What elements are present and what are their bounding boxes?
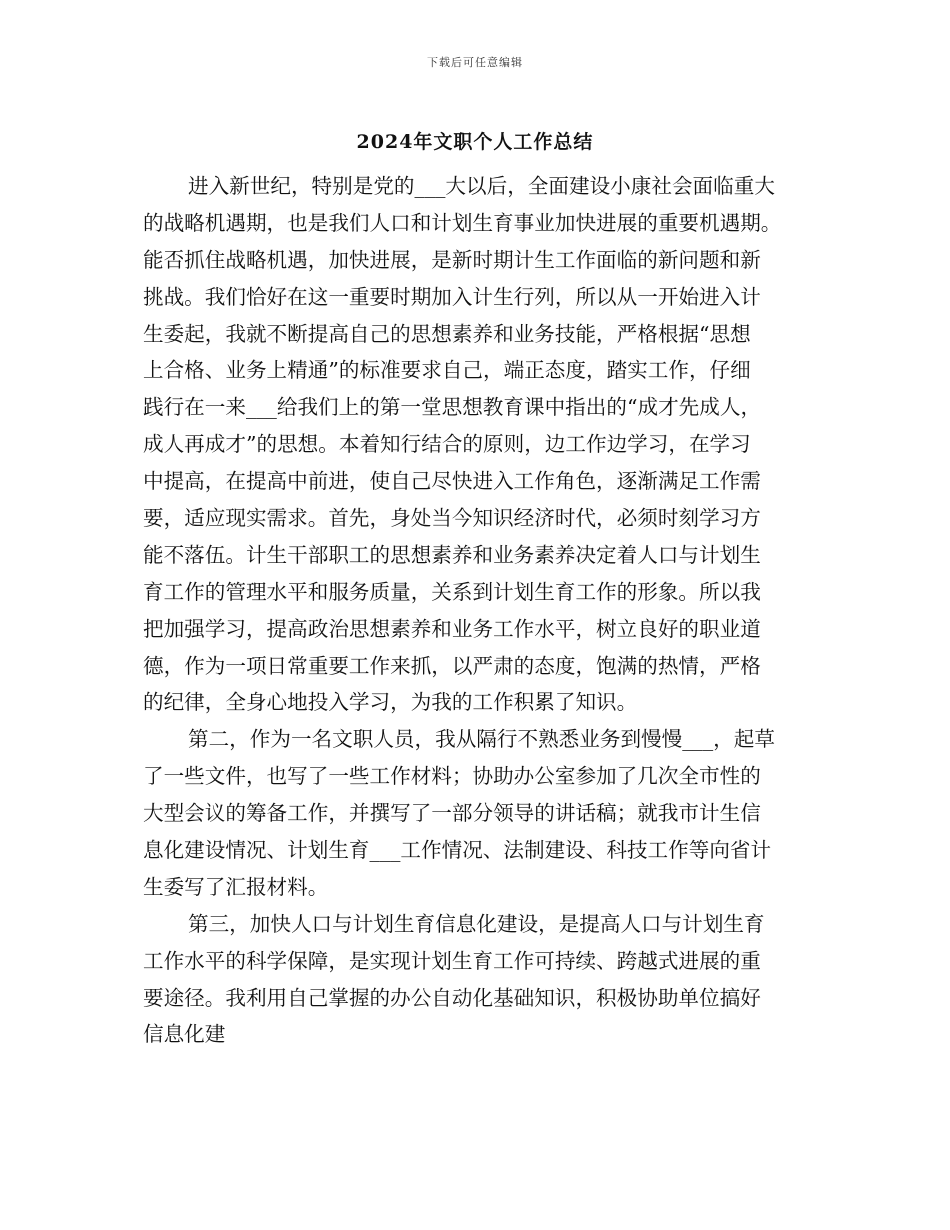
text-line: 进入新世纪，特别是党的___大以后，全面建设小康社会面临重大 (188, 174, 775, 198)
text-line: 大型会议的筹备工作，并撰写了一部分领导的讲话稿；就我市计生信 (143, 801, 761, 826)
text-line: 要，适应现实需求。首先，身处当今知识经济时代，必须时刻学习方 (143, 506, 761, 531)
paragraph (143, 168, 811, 721)
text-line: 挑战。我们恰好在这一重要时期加入计生行列，所以从一开始进入计 (143, 284, 761, 309)
document-title: 2024年文职个人工作总结 (356, 131, 594, 153)
paragraph (143, 906, 811, 1054)
text-line: 践行在一来___给我们上的第一堂思想教育课中指出的“成才先成人， (143, 395, 762, 420)
text-line: 能否抓住战略机遇，加快进展，是新时期计生工作面临的新问题和新 (143, 247, 761, 272)
text-line: 的纪律，全身心地投入学习，为我的工作积累了知识。 (143, 690, 638, 715)
text-line: 育工作的管理水平和服务质量，关系到计划生育工作的形象。所以我 (143, 579, 761, 604)
text-line: 工作水平的科学保障，是实现计划生育工作可持续、跨越式进展的重 (143, 948, 761, 973)
document-body (143, 168, 811, 1053)
text-line: 第三，加快人口与计划生育信息化建设，是提高人口与计划生育 (188, 911, 765, 936)
text-line: 能不落伍。计生干部职工的思想素养和业务素养决定着人口与计划生 (143, 542, 761, 567)
text-line: 第二，作为一名文职人员，我从隔行不熟悉业务到慢慢___，起草 (188, 727, 775, 752)
text-line: 要途径。我利用自己掌握的办公自动化基础知识，积极协助单位搞好 (143, 985, 761, 1010)
text-line: 成人再成才”的思想。本着知行结合的原则，边工作边学习，在学习 (143, 432, 751, 457)
text-line: 德，作为一项日常重要工作来抓，以严肃的态度，饱满的热情，严格 (143, 653, 761, 678)
text-line: 把加强学习，提高政治思想素养和业务工作水平，树立良好的职业道 (143, 616, 761, 641)
text-line: 的战略机遇期，也是我们人口和计划生育事业加快进展的重要机遇期。 (143, 210, 782, 235)
text-line: 了一些文件，也写了一些工作材料；协助办公室参加了几次全市性的 (143, 764, 761, 789)
paragraph (143, 721, 811, 905)
text-line: 信息化建 (143, 1022, 226, 1047)
text-line: 中提高，在提高中前进，使自己尽快进入工作角色，逐渐满足工作需 (143, 469, 761, 494)
page-header: 下载后可任意编辑 (427, 56, 523, 69)
text-line: 生委写了汇报材料。 (143, 874, 329, 899)
text-line: 息化建设情况、计划生育___工作情况、法制建设、科技工作等向省计 (143, 838, 772, 863)
text-line: 上合格、业务上精通”的标准要求自己，端正态度，踏实工作，仔细 (143, 358, 751, 383)
text-line: 生委起，我就不断提高自己的思想素养和业务技能，严格根据“思想 (143, 321, 751, 346)
